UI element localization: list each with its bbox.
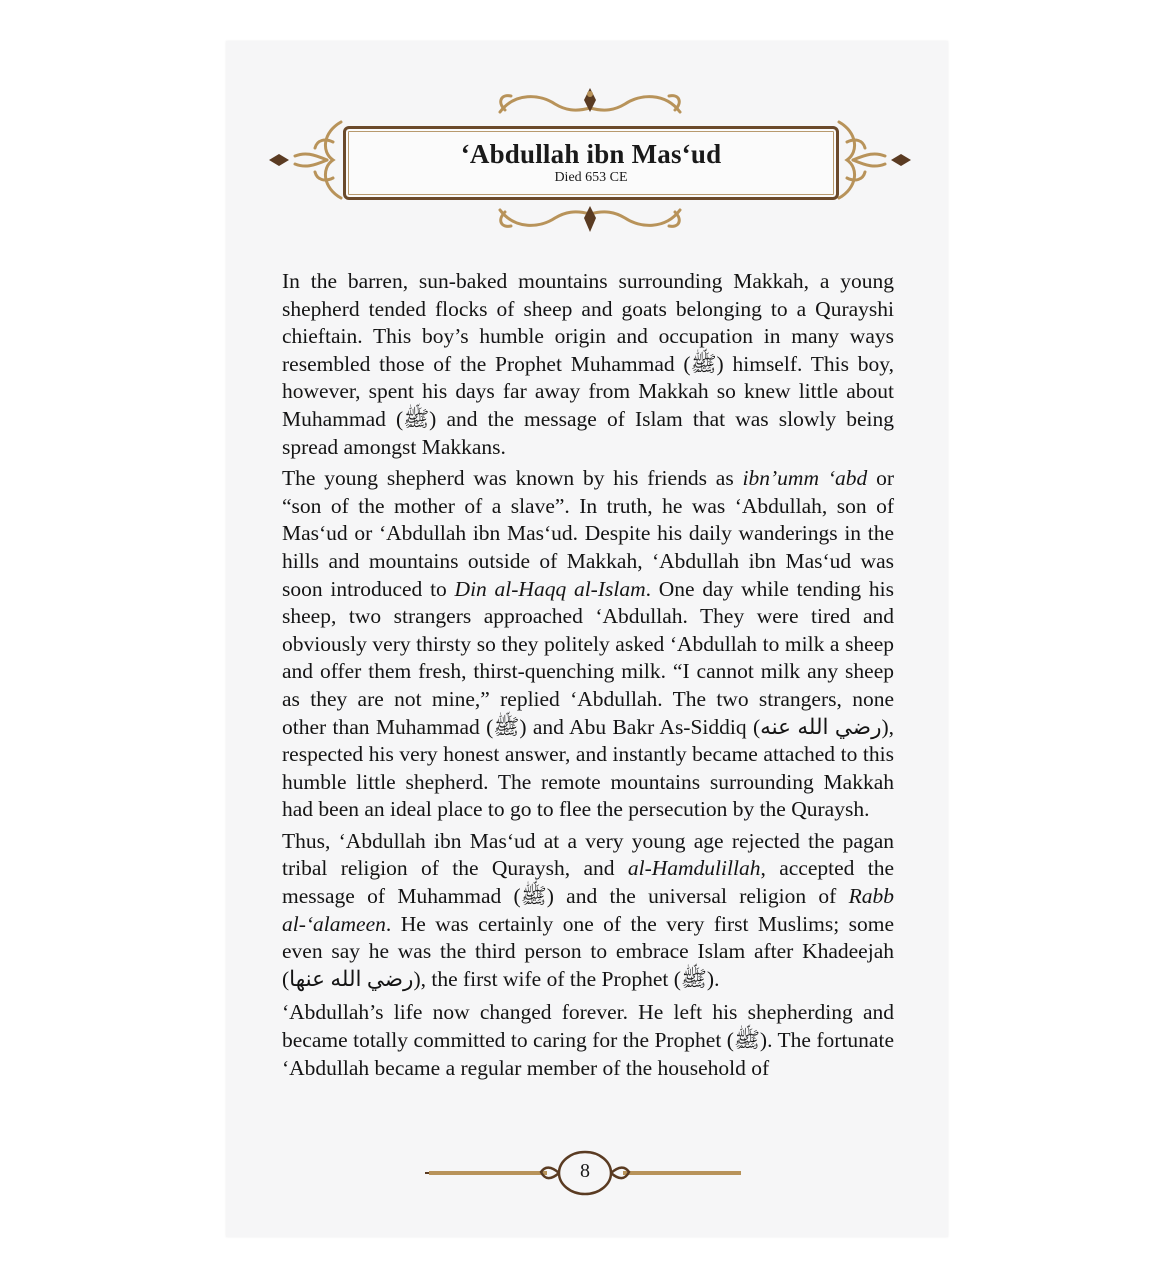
page-number: 8 [580,1160,590,1182]
body-text [282,268,894,1082]
chapter-title: ‘Abdullah ibn Mas‘ud [460,139,722,169]
paragraph-1: In the barren, sun-baked mountains surrounding Makkah, a young shepherd tended flocks of sheep and goats belonging to a Qurayshi chieftain. This boy’s humble origin and occupation in many ways resembled those of the Prophet Muhammad (ﷺ) himself. This boy, however, spent his days far away from Makkah so knew little about Muhammad (ﷺ) and the message of Islam that was slowly being spread amongst Makkans. [282,269,895,459]
paragraph-4: ‘Abdullah’s life now changed forever. He left his shepherding and became totally committed to caring for the Prophet (ﷺ). The fortunate ‘Abdullah became a regular member of the household of [282,1000,894,1080]
paragraph-3: Thus, ‘Abdullah ibn Mas‘ud at a very young age rejected the pagan tribal religion of the Quraysh, and al-Hamdulillah, accepted the message of Muhammad (ﷺ) and the universal religion of Rabb al-‘alameen. He was certainly one of the very first Muslims; some even say he was the third person to embrace Islam after Khadeejah (رضي الله عنها), the first wife of the Prophet (ﷺ). [282,828,895,991]
chapter-subtitle: Died 653 CE [554,170,628,185]
paragraph-2: The young shepherd was known by his friends as ibn’umm ‘abd or “son of the mother of a slave”. In truth, he was ‘Abdullah, son of Mas‘ud or ‘Abdullah ibn Mas‘ud. Despite his daily wanderings in the hills and mountains outside of Makkah, ‘Abdullah ibn Mas‘ud was soon introduced to Din al-Haqq al-Islam. One day while tending his sheep, two strangers approached ‘Abdullah. They were tired and obviously very thirsty so they politely asked ‘Abdullah to milk a sheep and offer them fresh, thirst-quenching milk. “I cannot milk any sheep as they are not mine,” replied ‘Abdullah. The two strangers, none other than Muhammad (ﷺ) and Abu Bakr As-Siddiq (رضي الله عنه), respected his very honest answer, and instantly became attached to this humble little shepherd. The remote mountains surrounding Makkah had been an ideal place to go to flee the persecution by the Quraysh. [282,466,895,822]
